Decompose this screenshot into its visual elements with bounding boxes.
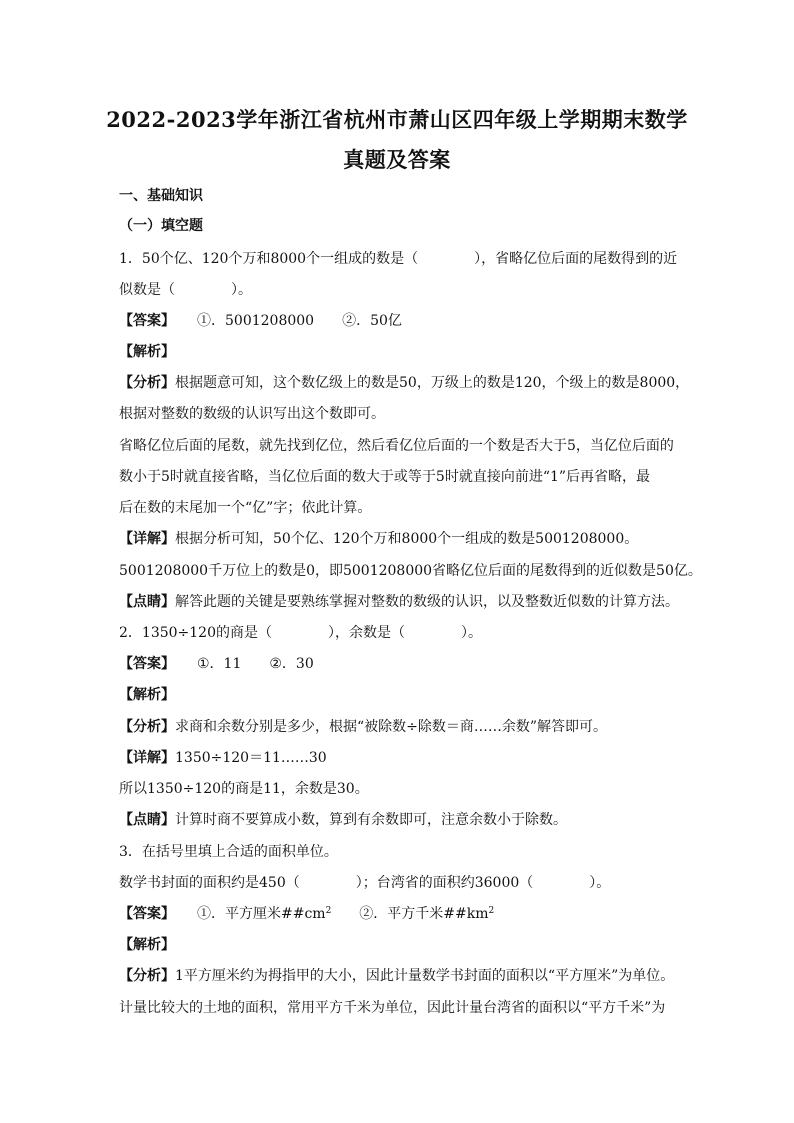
answer-superscript-a: 2 (325, 906, 332, 916)
answer-tag: 【答案】 (119, 656, 175, 672)
question-2-detail-line-2: 所以1350÷120的商是11，余数是30。 (119, 781, 369, 797)
question-1-analysis-line-5: 后在数的末尾加一个“亿”字；依此计算。 (119, 500, 372, 516)
fenxi-tag: 【分析】 (119, 719, 175, 735)
question-2-analysis (119, 717, 679, 737)
answer-text-b: ②．平方千米##km (331, 906, 489, 922)
question-3-answer (119, 904, 679, 924)
dianjing-text: 解答此题的关键是要熟练掌握对整数的数级的认识，以及整数近似数的计算方法。 (175, 594, 679, 610)
section-heading: 一、基础知识 (119, 188, 203, 204)
xiangjie-tag: 【详解】 (119, 531, 175, 547)
question-1-analysis-line-4: 数小于5时就直接省略，当亿位后面的数大于或等于5时就直接向前进“1”后再省略，最 (119, 469, 651, 485)
question-1-analysis-line-3: 省略亿位后面的尾数，就先找到亿位，然后看亿位后面的一个数是否大于5，当亿位后面的 (119, 438, 674, 454)
document-title-line-2: 真题及答案 (343, 147, 451, 172)
answer-text: ①．5001208000 ②．50亿 (197, 313, 402, 329)
question-1-detail (119, 529, 679, 549)
question-1-text-continued: 似数是（ ）。 (119, 282, 252, 298)
question-1-comment (119, 592, 679, 612)
question-3-text-continued: 数学书封面的面积约是450（ ）；台湾省的面积约36000（ ）。 (119, 875, 611, 891)
answer-superscript-b: 2 (488, 906, 495, 916)
fenxi-text: 根据题意可知，这个数亿级上的数是50，万级上的数是120，个级上的数是8000， (175, 375, 690, 391)
xiangjie-tag: 【详解】 (119, 750, 175, 766)
dianjing-text: 计算时商不要算成小数，算到有余数即可，注意余数小于除数。 (175, 812, 567, 828)
fenxi-text: 1平方厘米约为拇指甲的大小，因此计量数学书封面的面积以“平方厘米”为单位。 (175, 968, 675, 984)
dianjing-tag: 【点睛】 (119, 594, 175, 610)
question-2-answer (119, 654, 679, 674)
question-1-analysis (119, 373, 690, 393)
fenxi-text: 求商和余数分别是多少，根据“被除数÷除数＝商……余数”解答即可。 (175, 719, 608, 735)
question-1-detail-line-2: 5001208000千万位上的数是0，即5001208000省略亿位后面的尾数得到的近似数是50亿。 (119, 563, 702, 579)
question-2-analysis-tag: 【解析】 (119, 687, 175, 703)
question-2-comment (119, 810, 679, 830)
answer-tag: 【答案】 (119, 313, 175, 329)
section-subheading: （一）填空题 (119, 218, 203, 234)
question-3-analysis (119, 966, 679, 986)
question-3-text: 3．在括号里填上合适的面积单位。 (119, 844, 338, 860)
fenxi-tag: 【分析】 (119, 968, 175, 984)
dianjing-tag: 【点睛】 (119, 812, 175, 828)
question-3-analysis-tag: 【解析】 (119, 937, 175, 953)
answer-text-a: ①．平方厘米##cm (197, 906, 326, 922)
question-1-answer (119, 311, 679, 331)
document-title-line-1: 2022-2023学年浙江省杭州市萧山区四年级上学期期末数学 (106, 107, 688, 132)
xiangjie-text: 根据分析可知，50个亿、120个万和8000个一组成的数是5001208000。 (175, 531, 639, 547)
answer-tag: 【答案】 (119, 906, 175, 922)
question-1-analysis-tag: 【解析】 (119, 344, 175, 360)
question-1-analysis-line-2: 根据对整数的数级的认识写出这个数即可。 (119, 406, 385, 422)
answer-text: ①．11 ②．30 (197, 656, 314, 672)
question-3-analysis-line-2: 计量比较大的土地的面积，常用平方千米为单位，因此计量台湾省的面积以“平方千米”为 (119, 1000, 666, 1016)
xiangjie-text: 1350÷120＝11……30 (175, 750, 327, 766)
question-1-text: 1．50个亿、120个万和8000个一组成的数是（ ），省略亿位后面的尾数得到的近 (119, 251, 678, 267)
fenxi-tag: 【分析】 (119, 375, 175, 391)
question-2-detail (119, 748, 679, 768)
question-2-text: 2．1350÷120的商是（ ），余数是（ ）。 (119, 625, 482, 641)
